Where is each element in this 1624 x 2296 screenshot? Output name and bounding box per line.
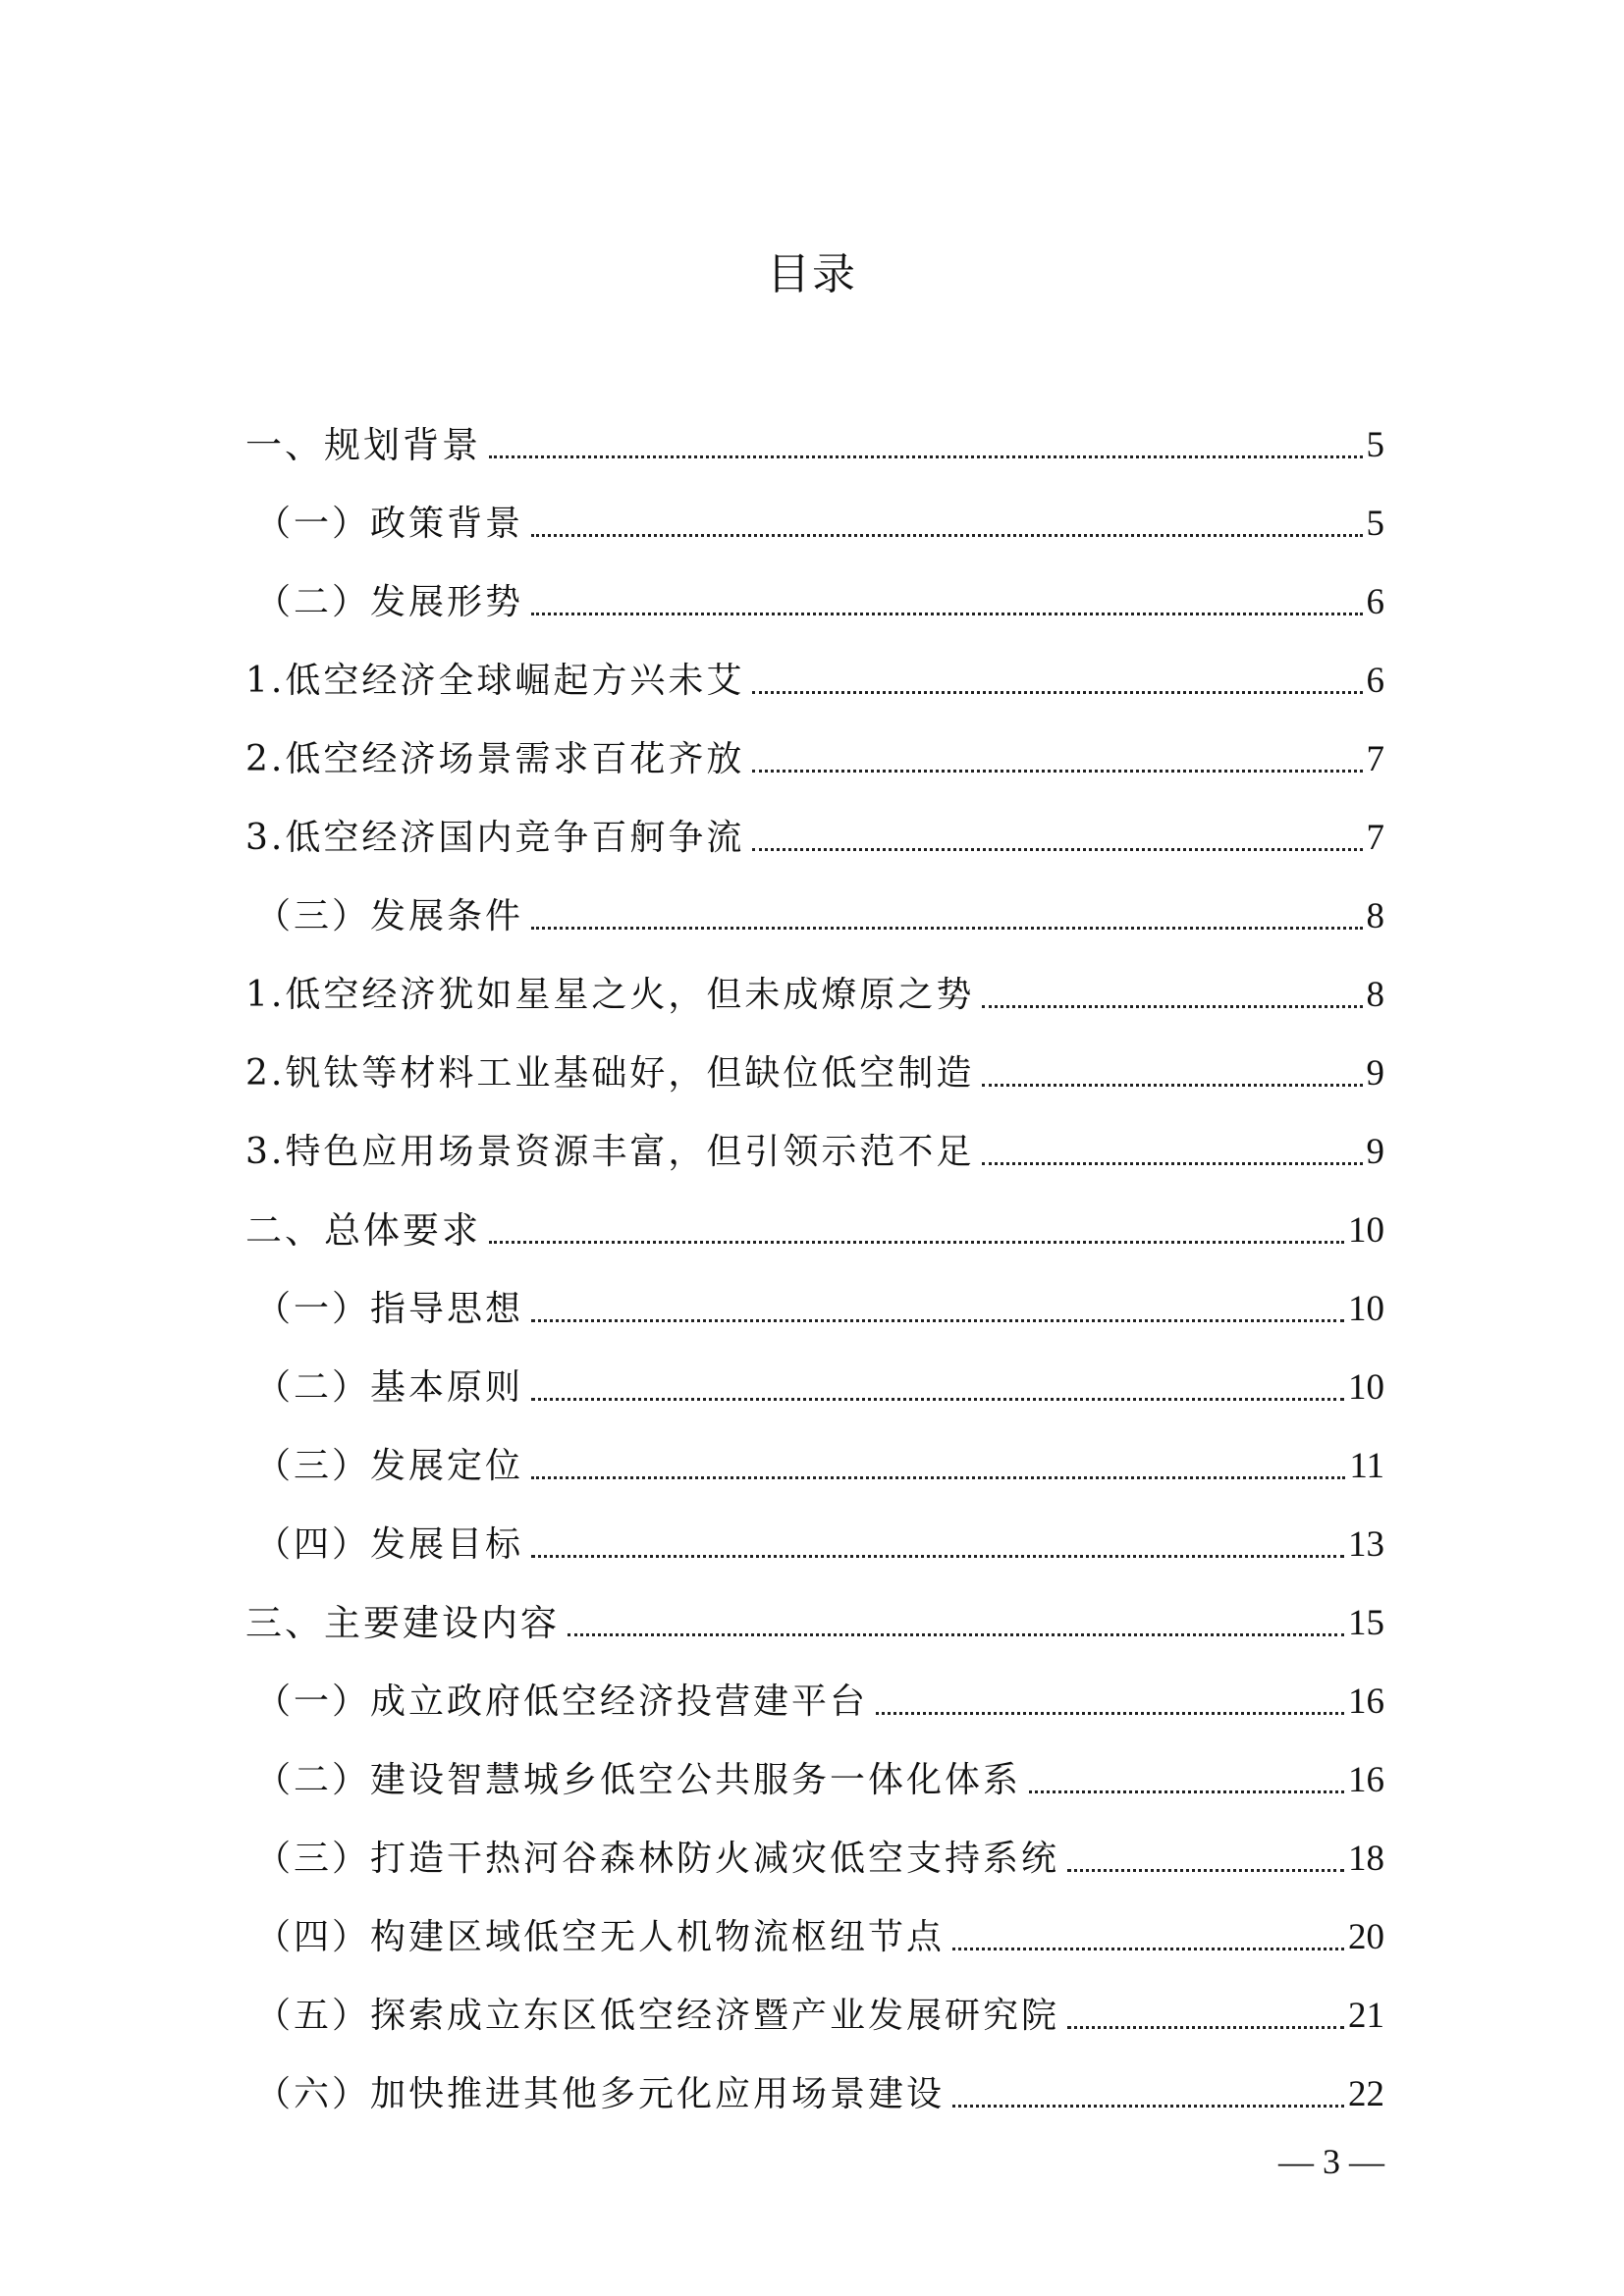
dot-leader xyxy=(982,1162,1362,1165)
page-title: 目录 xyxy=(767,249,857,299)
page-number-footer: — 3 — xyxy=(1278,2142,1384,2181)
dot-leader xyxy=(752,770,1362,773)
toc-entry-title: （三）打造干热河谷森林防火减灾低空支持系统 xyxy=(255,1839,1060,1879)
toc-entry-title: 1.低空经济犹如星星之火，但未成燎原之势 xyxy=(245,975,975,1015)
toc-entry-title: （四）发展目标 xyxy=(255,1524,524,1565)
toc-entry-title: 三、主要建设内容 xyxy=(245,1602,560,1644)
dot-leader xyxy=(982,1005,1362,1008)
toc-entry-title: （三）发展定位 xyxy=(255,1446,524,1486)
dot-leader xyxy=(876,1712,1344,1715)
toc-entry[interactable] xyxy=(245,1029,1384,1107)
toc-entry-title: 3.低空经济国内竞争百舸争流 xyxy=(245,818,745,858)
toc-entry-title: 3.特色应用场景资源丰富，但引领示范不足 xyxy=(245,1132,975,1172)
dot-leader xyxy=(531,927,1362,930)
toc-entry[interactable] xyxy=(245,793,1384,872)
toc-page-number: 10 xyxy=(1348,1210,1384,1251)
toc-entry-title: （三）发展条件 xyxy=(255,896,524,936)
toc-entry[interactable] xyxy=(245,1500,1384,1578)
toc-entry[interactable] xyxy=(245,1971,1384,2050)
toc-entry-title: （四）构建区域低空无人机物流枢纽节点 xyxy=(255,1917,946,1957)
toc-page-number: 13 xyxy=(1348,1524,1384,1565)
dot-leader xyxy=(531,1476,1345,1479)
toc-page-number: 10 xyxy=(1348,1289,1384,1329)
toc-entry[interactable] xyxy=(245,479,1384,558)
dot-leader xyxy=(531,1319,1344,1322)
dot-leader xyxy=(531,534,1362,537)
toc-entry[interactable] xyxy=(245,400,1384,479)
toc-entry-title: 二、总体要求 xyxy=(245,1209,481,1252)
dot-leader xyxy=(952,2105,1344,2108)
toc-entry-title: 2.低空经济场景需求百花齐放 xyxy=(245,739,745,779)
dot-leader xyxy=(531,613,1362,615)
dot-leader xyxy=(752,691,1362,694)
dot-leader xyxy=(1067,1869,1344,1872)
toc-page-number: 7 xyxy=(1366,739,1384,779)
toc-entry-title: 2.钒钛等材料工业基础好，但缺位低空制造 xyxy=(245,1053,975,1094)
dot-leader xyxy=(531,1398,1344,1401)
toc-page-number: 5 xyxy=(1366,504,1384,544)
toc-entry[interactable] xyxy=(245,1264,1384,1343)
toc-entry[interactable] xyxy=(245,1893,1384,1971)
toc-page-number: 11 xyxy=(1349,1446,1384,1486)
toc-page-number: 16 xyxy=(1348,1760,1384,1800)
toc-entry[interactable] xyxy=(245,950,1384,1029)
toc-page-number: 18 xyxy=(1348,1839,1384,1879)
toc-entry[interactable] xyxy=(245,1578,1384,1657)
toc-entry[interactable] xyxy=(245,1186,1384,1264)
toc-page-number: 9 xyxy=(1366,1132,1384,1172)
dot-leader xyxy=(1029,1790,1344,1793)
dot-leader xyxy=(982,1084,1362,1087)
toc-entry[interactable] xyxy=(245,715,1384,793)
toc-entry[interactable] xyxy=(245,872,1384,950)
dot-leader xyxy=(568,1633,1344,1636)
toc-entry[interactable] xyxy=(245,636,1384,715)
dot-leader xyxy=(1067,2026,1344,2029)
toc-entry[interactable] xyxy=(245,1343,1384,1421)
toc-entry-title: 1.低空经济全球崛起方兴未艾 xyxy=(245,661,745,701)
dot-leader xyxy=(531,1555,1344,1558)
toc-entry-title: （一）政策背景 xyxy=(255,504,524,544)
toc-entry-title: 一、规划背景 xyxy=(245,424,481,466)
toc-page-number: 9 xyxy=(1366,1053,1384,1094)
dot-leader xyxy=(489,455,1363,458)
toc-entry[interactable] xyxy=(245,1657,1384,1735)
toc-entry-title: （二）建设智慧城乡低空公共服务一体化体系 xyxy=(255,1760,1022,1800)
toc-page-number: 7 xyxy=(1366,818,1384,858)
dot-leader xyxy=(952,1948,1344,1950)
toc-page-number: 16 xyxy=(1348,1682,1384,1722)
table-of-contents xyxy=(245,400,1384,2128)
toc-page-number: 22 xyxy=(1348,2074,1384,2114)
toc-entry-title: （六）加快推进其他多元化应用场景建设 xyxy=(255,2074,946,2114)
toc-page-number: 8 xyxy=(1366,975,1384,1015)
toc-page-number: 6 xyxy=(1366,582,1384,622)
toc-entry[interactable] xyxy=(245,558,1384,636)
toc-entry[interactable] xyxy=(245,1107,1384,1186)
toc-entry-title: （一）成立政府低空经济投营建平台 xyxy=(255,1682,869,1722)
dot-leader xyxy=(489,1241,1344,1244)
toc-page-number: 15 xyxy=(1348,1603,1384,1643)
toc-entry-title: （二）发展形势 xyxy=(255,582,524,622)
toc-page-number: 6 xyxy=(1366,661,1384,701)
toc-entry[interactable] xyxy=(245,2050,1384,2128)
toc-entry-title: （五）探索成立东区低空经济暨产业发展研究院 xyxy=(255,1996,1060,2036)
dot-leader xyxy=(752,848,1362,851)
toc-page-number: 21 xyxy=(1348,1996,1384,2036)
toc-entry[interactable] xyxy=(245,1814,1384,1893)
toc-page-number: 5 xyxy=(1366,425,1384,465)
toc-entry[interactable] xyxy=(245,1421,1384,1500)
toc-page-number: 20 xyxy=(1348,1917,1384,1957)
toc-page-number: 10 xyxy=(1348,1367,1384,1408)
toc-page-number: 8 xyxy=(1366,896,1384,936)
toc-entry-title: （一）指导思想 xyxy=(255,1289,524,1329)
toc-entry-title: （二）基本原则 xyxy=(255,1367,524,1408)
toc-entry[interactable] xyxy=(245,1735,1384,1814)
